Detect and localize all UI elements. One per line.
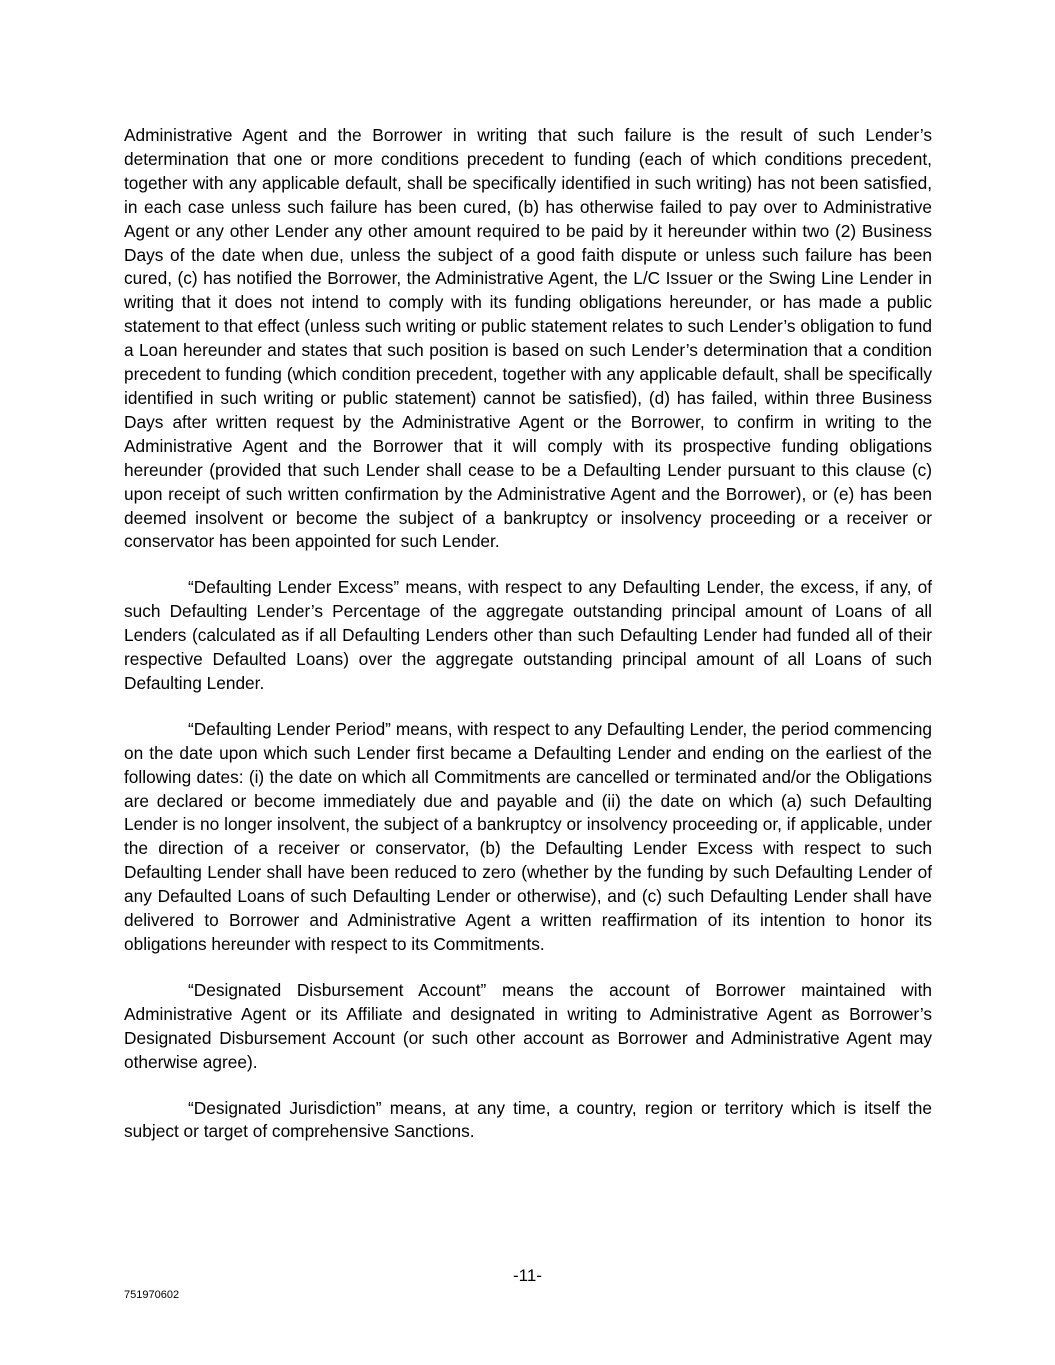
paragraph-designated-disbursement-account: “Designated Disbursement Account” means the account of Borrower maintained with Administrative Agent or its Affiliate and designated in writing to Administrative Agent as Borrower’s Designated Disbursement Account (or such other account as Borrower and Administrative Agent may otherwise agree). (124, 979, 932, 1072)
document-id: 751970602 (124, 1289, 180, 1301)
paragraph-designated-jurisdiction: “Designated Jurisdiction” means, at any time, a country, region or territory which is itself the subject or target of comprehensive Sanctions. (124, 1097, 932, 1142)
page-number: -11- (513, 1266, 542, 1285)
paragraph-defaulting-lender-continued: Administrative Agent and the Borrower in writing that such failure is the result of such Lender’s determination that one or more conditions precedent to funding (each of which conditions precedent, together with any applicable default, shall be specifically identified in such writing) has not been satisfied, in each case unless such failure has been cured, (b) has otherwise failed to pay over to Administrative Agent or any other Lender any other amount required to be paid by it hereunder within two (2) Business Days of the date when due, unless the subject of a good faith dispute or unless such failure has been cured, (c) has notified the Borrower, the Administrative Agent, the L/C Issuer or the Swing Line Lender in writing that it does not intend to comply with its funding obligations hereunder, or has made a public statement to that effect (unless such writing or public statement relates to such Lender’s obligation to fund a Loan hereunder and states that such position is based on such Lender’s determination that a condition precedent to funding (which condition precedent, together with any applicable default, shall be specifically identified in such writing or public statement) cannot be satisfied), (d) has failed, within three Business Days after written request by the Administrative Agent or the Borrower, to confirm in writing to the Administrative Agent and the Borrower that it will comply with its prospective funding obligations hereunder (provided that such Lender shall cease to be a Defaulting Lender pursuant to this clause (c) upon receipt of such written confirmation by the Administrative Agent and the Borrower), or (e) has been deemed insolvent or become the subject of a bankruptcy or insolvency proceeding or a receiver or conservator has been appointed for such Lender. (124, 125, 932, 552)
paragraph-defaulting-lender-period: “Defaulting Lender Period” means, with respect to any Defaulting Lender, the period commencing on the date upon which such Lender first became a Defaulting Lender and ending on the earliest of the following dates: (i) the date on which all Commitments are cancelled or terminated and/or the Obligations are declared or become immediately due and payable and (ii) the date on which (a) such Defaulting Lender is no longer insolvent, the subject of a bankruptcy or insolvency proceeding or, if applicable, under the direction of a receiver or conservator, (b) the Defaulting Lender Excess with respect to such Defaulting Lender shall have been reduced to zero (whether by the funding by such Defaulting Lender of any Defaulted Loans of such Defaulting Lender or otherwise), and (c) such Defaulting Lender shall have delivered to Borrower and Administrative Agent a written reaffirmation of its intention to honor its obligations hereunder with respect to its Commitments. (124, 718, 932, 954)
document-body (124, 124, 932, 1166)
paragraph-defaulting-lender-excess: “Defaulting Lender Excess” means, with respect to any Defaulting Lender, the excess, if any, of such Defaulting Lender’s Percentage of the aggregate outstanding principal amount of Loans of all Lenders (calculated as if all Defaulting Lenders other than such Defaulting Lender had funded all of their respective Defaulted Loans) over the aggregate outstanding principal amount of all Loans of such Defaulting Lender. (124, 577, 932, 693)
